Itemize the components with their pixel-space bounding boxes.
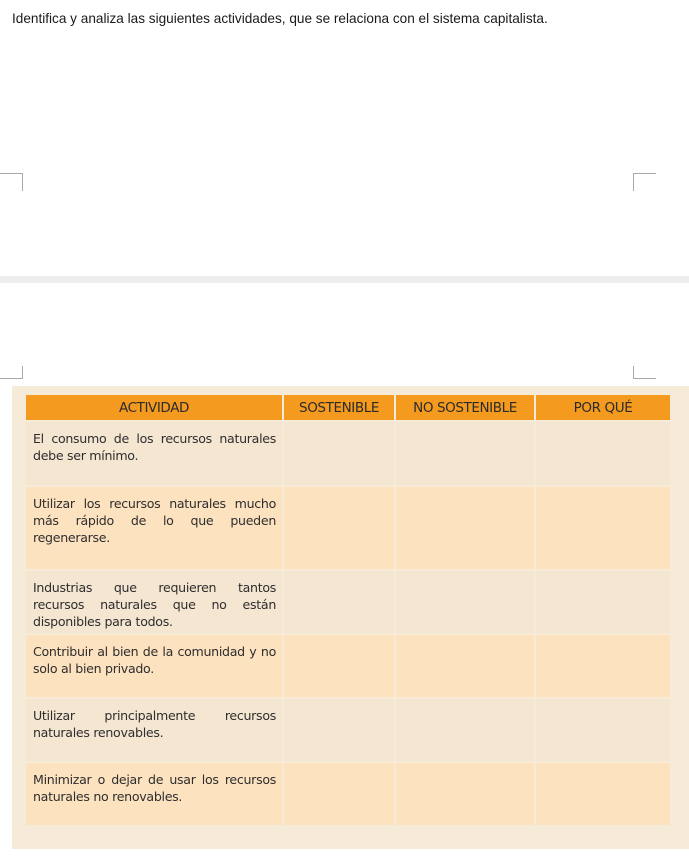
page-margin-marker-top-left	[0, 173, 23, 191]
table-row	[26, 635, 670, 697]
not-sustainable-cell[interactable]	[396, 487, 534, 569]
sustainable-cell[interactable]	[284, 763, 394, 825]
why-cell[interactable]	[536, 763, 670, 825]
page-margin-marker-top-right	[633, 173, 656, 191]
why-cell[interactable]	[536, 571, 670, 633]
activity-cell: Utilizar los recursos naturales mucho más rápido de lo que pueden regenerarse.	[26, 487, 282, 569]
why-cell[interactable]	[536, 487, 670, 569]
activity-cell: Minimizar o dejar de usar los recursos naturales no renovables.	[26, 763, 282, 825]
table-row	[26, 487, 670, 569]
why-cell[interactable]	[536, 699, 670, 761]
table-row	[26, 763, 670, 825]
not-sustainable-cell[interactable]	[396, 571, 534, 633]
activity-cell: Industrias que requieren tantos recursos naturales que no están disponibles para todos.	[26, 571, 282, 633]
why-cell[interactable]	[536, 422, 670, 485]
not-sustainable-cell[interactable]	[396, 635, 534, 697]
why-cell[interactable]	[536, 635, 670, 697]
sustainable-cell[interactable]	[284, 571, 394, 633]
not-sustainable-cell[interactable]	[396, 422, 534, 485]
not-sustainable-cell[interactable]	[396, 763, 534, 825]
not-sustainable-cell[interactable]	[396, 699, 534, 761]
activity-cell: Contribuir al bien de la comunidad y no solo al bien privado.	[26, 635, 282, 697]
header-sustainable: SOSTENIBLE	[284, 395, 394, 420]
header-not-sustainable: NO SOSTENIBLE	[396, 395, 534, 420]
header-why: POR QUÉ	[536, 395, 670, 420]
sustainable-cell[interactable]	[284, 635, 394, 697]
sustainable-cell[interactable]	[284, 422, 394, 485]
page-break	[0, 276, 689, 283]
table-row	[26, 422, 670, 485]
page-margin-marker-bottom-right	[633, 366, 656, 379]
sustainable-cell[interactable]	[284, 699, 394, 761]
instruction-text: Identifica y analiza las siguientes actividades, que se relaciona con el sistema capitalista.	[12, 11, 548, 26]
table-row	[26, 571, 670, 633]
table-header-row	[26, 395, 670, 420]
page-margin-marker-bottom-left	[0, 366, 23, 379]
activities-table	[24, 393, 672, 827]
activity-cell: Utilizar principalmente recursos naturales renovables.	[26, 699, 282, 761]
table-row	[26, 699, 670, 761]
header-activity: ACTIVIDAD	[26, 395, 282, 420]
sustainable-cell[interactable]	[284, 487, 394, 569]
activity-cell: El consumo de los recursos naturales debe ser mínimo.	[26, 422, 282, 485]
